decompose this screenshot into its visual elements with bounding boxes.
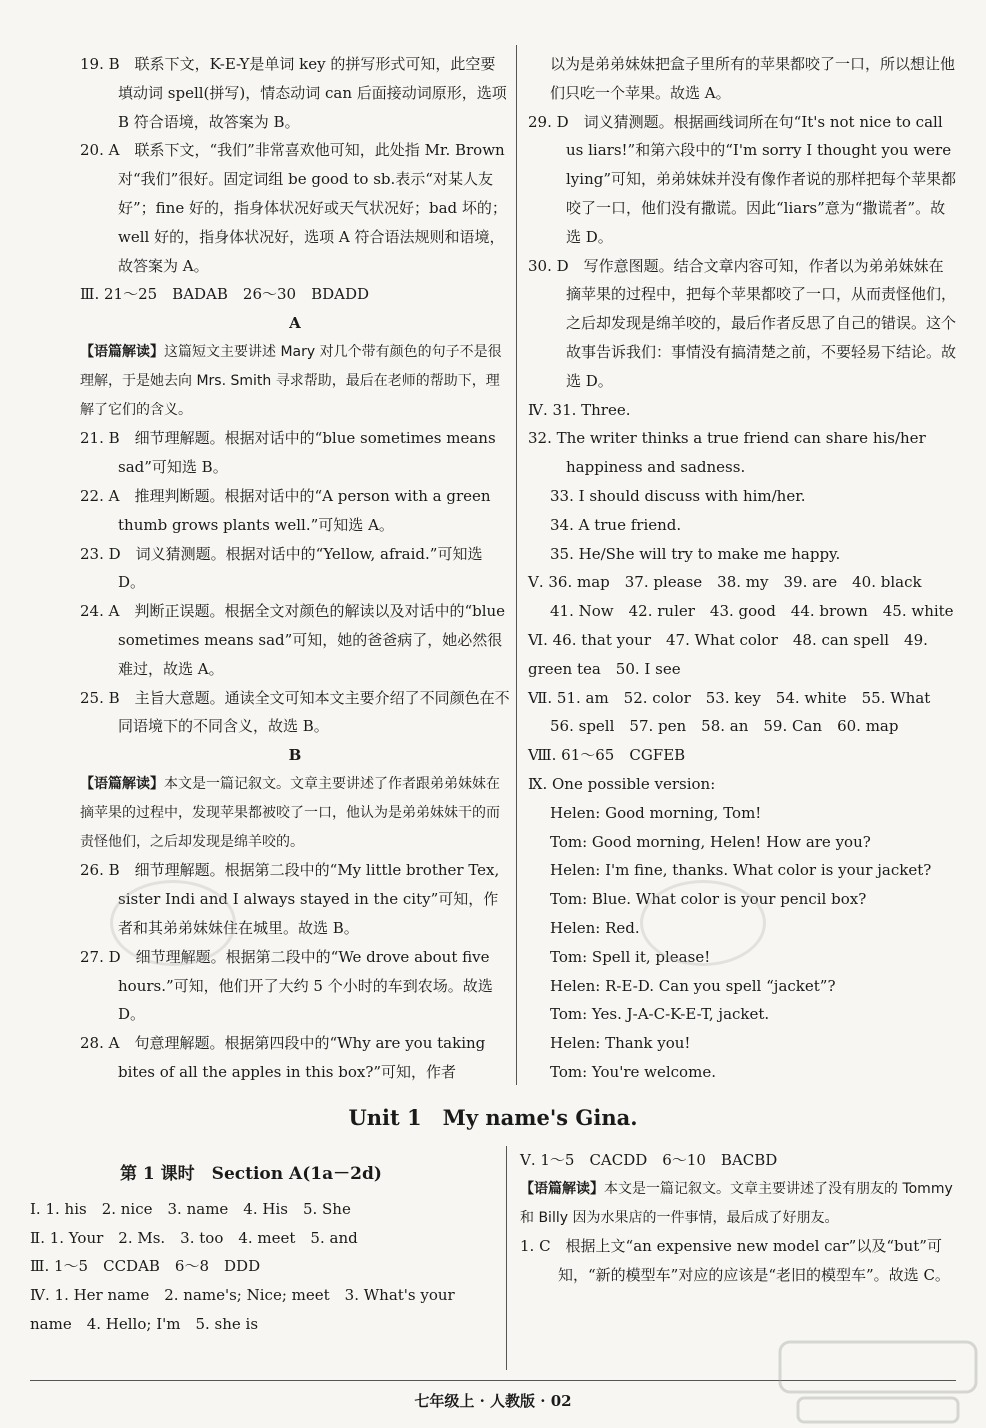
answer-line: Ⅳ. 31. Three. — [528, 400, 631, 419]
column-divider-bottom — [506, 1146, 507, 1370]
stamp-mark — [110, 880, 236, 966]
answer-line: 27. D 细节理解题。根据第二段中的“We drove about five hours.”可知，他们开了大约 5 个小时的车到农场。故选 D。 — [80, 947, 493, 1024]
reading-summary-label: 【语篇解读】 — [520, 1180, 604, 1197]
watermark-logo — [778, 1340, 978, 1426]
answer-line: Helen: I'm fine, thanks. What color is your jacket? — [550, 861, 932, 880]
answer-line: Ⅷ. 61～65 CGFEB — [528, 746, 686, 765]
answer-line: Ⅵ. 46. that your 47. What color 48. can spell 49. green tea 50. I see — [528, 630, 928, 678]
answer-line: 30. D 写作意图题。结合文章内容可知，作者以为弟弟妹妹在摘苹果的过程中，把每个苹果都咬了一口，从而责怪他们，之后却发现是绵羊咬的，最后作者反思了自己的错误。这个故事告诉我们：事情没有搞清楚之前，不要轻易下结论。故选 D。 — [528, 256, 957, 390]
answer-line: 56. spell 57. pen 58. an 59. Can 60. map — [550, 717, 899, 736]
reading-summary-text: 这篇短文主要讲述 Mary 对几个带有颜色的句子不是很理解，于是她去向 Mrs. Smith 寻求帮助，最后在老师的帮助下，理解了它们的含义。 — [80, 343, 502, 418]
answer-line: Ⅱ. 1. Your 2. Ms. 3. too 4. meet 5. and — [30, 1228, 358, 1247]
answer-line: Ⅳ. 1. Her name 2. name's; Nice; meet 3. What's your name 4. Hello; I'm 5. she is — [30, 1286, 455, 1333]
answer-line: 22. A 推理判断题。根据对话中的“A person with a green thumb grows plants well.”可知选 A。 — [80, 486, 491, 534]
answer-line: 29. D 词义猜测题。根据画线词所在句“It's not nice to call us liars!”和第六段中的“I'm sorry I thought you were lying”可知，弟弟妹妹并没有像作者说的那样把每个苹果都咬了一口，他们没有撒谎。因此“liars”意为“撒谎者”。故选 D。 — [528, 112, 957, 246]
answer-line: Tom: Good morning, Helen! How are you? — [550, 832, 871, 851]
answer-line: 20. A 联系下文，“我们”非常喜欢他可知，此处指 Mr. Brown 对“我们”很好。固定词组 be good to sb.表示“对某人友好”；fine 好的，指身体状况好或天气状况好；bad 坏的；well 好的，指身体状况好，选项 A 符合语法规则和语境，故答案为 A。 — [80, 141, 507, 275]
answer-line: 24. A 判断正误题。根据全文对颜色的解读以及对话中的“blue sometimes means sad”可知，她的爸爸病了，她必然很难过，故选 A。 — [80, 602, 506, 678]
answer-line: 32. The writer thinks a true friend can share his/her happiness and sadness. — [528, 429, 926, 477]
answer-line: Ⅲ. 1～5 CCDAB 6～8 DDD — [30, 1257, 261, 1276]
answer-line: Tom: Yes. J-A-C-K-E-T, jacket. — [550, 1005, 770, 1024]
reading-summary — [80, 338, 510, 424]
answer-line: Ⅸ. One possible version: — [528, 774, 716, 793]
answer-line: 21. B 细节理解题。根据对话中的“blue sometimes means sad”可知选 B。 — [80, 429, 496, 477]
right-column-bottom — [520, 1146, 960, 1290]
answer-line: 41. Now 42. ruler 43. good 44. brown 45. white — [550, 602, 954, 621]
column-divider-top — [516, 45, 517, 1085]
answer-line: Ⅴ. 1～5 CACDD 6～10 BACBD — [520, 1151, 778, 1169]
answer-line: Helen: R-E-D. Can you spell “jacket”? — [550, 976, 836, 995]
reading-summary — [520, 1175, 960, 1233]
answer-line: 33. I should discuss with him/her. — [550, 486, 806, 505]
reading-summary-label: 【语篇解读】 — [80, 343, 164, 360]
answer-line: Ⅲ. 21～25 BADAB 26～30 BDADD — [80, 285, 370, 304]
answer-line: Helen: Thank you! — [550, 1034, 691, 1053]
answer-line: 28. A 句意理解题。根据第四段中的“Why are you taking bites of all the apples in this box?”可知，作者 — [80, 1034, 486, 1081]
answer-line: 1. C 根据上文“an expensive new model car”以及“but”可知，“新的模型车”对应的应该是“老旧的模型车”。故选 C。 — [520, 1237, 950, 1285]
answer-line: A — [289, 314, 301, 333]
answer-line: Helen: Good morning, Tom! — [550, 803, 762, 822]
reading-summary-text: 本文是一篇记叙文。文章主要讲述了没有朋友的 Tommy 和 Billy 因为水果店的一件事情，最后成了好朋友。 — [520, 1180, 953, 1226]
answer-line: 26. B 细节理解题。根据第二段中的“My little brother Tex, sister Indi and I always stayed in the city”可知，作者和其弟弟妹妹住在城里。故选 B。 — [80, 861, 500, 937]
answer-line: Tom: Spell it, please! — [550, 947, 711, 966]
answer-line: 23. D 词义猜测题。根据对话中的“Yellow, afraid.”可知选 D。 — [80, 544, 483, 592]
reading-summary — [80, 770, 510, 856]
answer-line: 35. He/She will try to make me happy. — [550, 544, 841, 563]
answer-line: B — [288, 746, 302, 765]
left-column-bottom — [30, 1160, 500, 1339]
answer-line: Tom: You're welcome. — [550, 1062, 716, 1081]
answer-line: Ⅶ. 51. am 52. color 53. key 54. white 55. What — [528, 688, 931, 707]
answer-line: 以为是弟弟妹妹把盒子里所有的苹果都咬了一口，所以想让他们只吃一个苹果。故选 A。 — [550, 55, 956, 102]
answer-line: 34. A true friend. — [550, 515, 682, 534]
stamp-mark — [640, 880, 766, 966]
lesson-title: 第 1 课时 Section A(1a－2d) — [120, 1164, 382, 1184]
answer-line: Ⅴ. 36. map 37. please 38. my 39. are 40. black — [528, 573, 922, 592]
reading-summary-text: 本文是一篇记叙文。文章主要讲述了作者跟弟弟妹妹在摘苹果的过程中，发现苹果都被咬了一口，他认为是弟弟妹妹干的而责怪他们，之后却发现是绵羊咬的。 — [80, 775, 500, 850]
answer-line: Helen: Red. — [550, 918, 640, 937]
reading-summary-label: 【语篇解读】 — [80, 775, 164, 792]
answer-line: 19. B 联系下文，K-E-Y是单词 key 的拼写形式可知，此空要填动词 spell(拼写)，情态动词 can 后面接动词原形，选项 B 符合语境，故答案为 B。 — [80, 55, 507, 131]
unit-title: Unit 1 My name's Gina. — [348, 1105, 638, 1130]
left-bottom-body — [30, 1195, 500, 1339]
answer-line: 25. B 主旨大意题。通读全文可知本文主要介绍了不同颜色在不同语境下的不同含义，故选 B。 — [80, 688, 510, 736]
answer-line: Ⅰ. 1. his 2. nice 3. name 4. His 5. She — [30, 1199, 351, 1218]
answer-line: Tom: Blue. What color is your pencil box? — [550, 890, 867, 909]
page-footer: 七年级上 · 人教版 · 02 — [414, 1392, 572, 1410]
